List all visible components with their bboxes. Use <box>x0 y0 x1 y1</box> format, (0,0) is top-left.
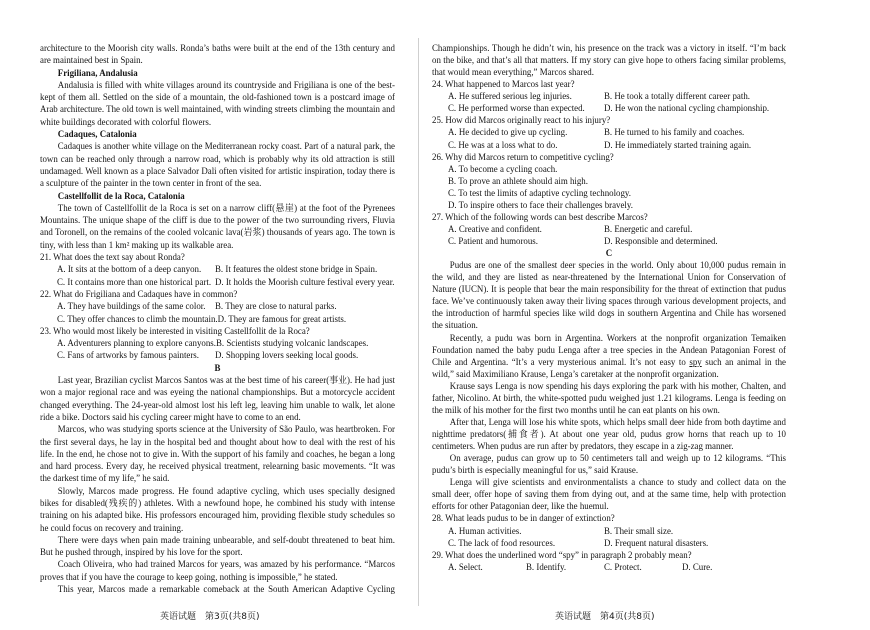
page-4-column <box>432 42 786 573</box>
passage-c-paragraph-4: After that, Lenga will lose his white spots, which helps small deer hide from both daytime and nighttime predators(捕食者). At about one year old, pudus grow horns that reach up to 10 centimeters. When pudus are run after by predators, they escape in a zig-zag manner. <box>432 416 786 452</box>
question-25-option-d: D. He immediately started training again. <box>604 139 752 150</box>
question-27-options-row-2 <box>432 235 786 247</box>
question-21-option-d: D. It holds the Moorish culture festival every year. <box>215 276 395 287</box>
question-24-option-b: B. He took a totally different career path. <box>604 91 750 102</box>
place-text-cadaques: Cadaques is another white village on the Mediterranean rocky coast. Part of a natural park, the town can be reached only through a narrow road, which is probably why its old attraction is still undamaged. Well known as a place Salvador Dali often visited for artistic inspiration, today there is a sculpture of the painter in the town center in front of the sea. <box>40 141 395 189</box>
question-28-option-b: B. Their small size. <box>604 525 674 536</box>
question-29-option-d: D. Cure. <box>682 561 713 572</box>
place-heading-castellfollit: Castellfollit de la Roca, Catalonia <box>57 190 185 201</box>
passage-c-paragraph-1: Pudus are one of the smallest deer species in the world. Only about 10,000 pudus remain in the wild, and they are listed as near-threatened by the International Union for Conservation of Nature (IUCN). It is people that bear the main responsibility for the threat of extinction that pudus face. We’ve continuously taken away their living spaces through various development projects, and the introduction of harmful species like wild dogs in southern Argentina and Chile has worsened the situation. <box>432 260 786 331</box>
question-25-option-c: C. He was at a loss what to do. <box>448 139 558 150</box>
question-23-options-row-2 <box>40 349 395 361</box>
question-25-options-row-2 <box>432 139 786 151</box>
question-25-stem: 25. How did Marcos originally react to his injury? <box>432 115 611 126</box>
question-22-option-c: C. They offer chances to climb the mountain. <box>57 313 218 324</box>
question-24-stem: 24. What happened to Marcos last year? <box>432 79 575 90</box>
question-26-option-b: B. To prove an athlete should aim high. <box>448 175 588 186</box>
question-21-option-c: C. It contains more than one historical part. <box>57 276 212 287</box>
question-26-option-c: C. To test the limits of adaptive cycling technology. <box>448 187 632 198</box>
question-23-option-a: A. Adventurers planning to explore canyons. <box>57 338 216 349</box>
question-29-stem: 29. What does the underlined word “spy” in paragraph 2 probably mean? <box>432 549 692 560</box>
underlined-word-spy: spy <box>689 356 702 367</box>
question-28-option-d: D. Frequent natural disasters. <box>604 537 709 548</box>
question-23-stem: 23. Who would most likely be interested in visiting Castellfollit de la Roca? <box>40 325 310 336</box>
question-22-stem: 22. What do Frigiliana and Cadaques have in common? <box>40 288 238 299</box>
question-23-option-d: D. Shopping lovers seeking local goods. <box>215 350 359 361</box>
passage-c-paragraph-2-before: Recently, a pudu was born in Argentina. Workers at the nonprofit organization Temaiken Foundation named the baby pudu Lenga after a tree species in the Andean Patagonian Forest of Chile and Argentina. “It’s a very mysterious animal. It’s not easy to <box>432 332 786 367</box>
question-25-option-b: B. He turned to his family and coaches. <box>604 127 745 138</box>
question-28-options-row-1 <box>432 525 786 537</box>
passage-b-paragraph-4: There were days when pain made training unbearable, and self-doubt threatened to beat him. But he pushed through, inspired by his love for the sport. <box>40 534 395 558</box>
place-heading-frigiliana: Frigiliana, Andalusia <box>57 67 138 78</box>
passage-b-paragraph-2: Marcos, who was studying sports science at the University of São Paulo, was heartbroken. For the first several days, he lay in the hospital bed and thought about how to deal with the rest of his life. In the end, he chose not to give in. With the support of his family and coaches, he began a long and hard process. Every day, he received physical treatment, relearning basic movements. “It was the darkest time of my life,” he said. <box>40 424 395 484</box>
question-25-option-a: A. He decided to give up cycling. <box>448 127 568 138</box>
passage-c-paragraph-2 <box>432 332 786 380</box>
passage-b-continued-paragraph: Championships. Though he didn’t win, his presence on the track was a victory in itself. “I’m back on the bike, and that’s all that matters. If my story can give hope to others facing similar problems, that would mean everything,” Marcos shared. <box>432 43 786 78</box>
passage-b-paragraph-6-start: This year, Marcos made a remarkable comeback at the South American Adaptive Cycling <box>57 584 395 595</box>
question-28-options-row-2 <box>432 537 786 549</box>
page-3-footer: 英语试题 第3页(共8页) <box>160 612 260 622</box>
question-25-options-row-1 <box>432 126 786 138</box>
question-24-option-a: A. He suffered serious leg injuries. <box>448 91 572 102</box>
place-text-castellfollit: The town of Castellfollit de la Roca is set on a narrow cliff(悬崖) at the foot of the Pyrenees Mountains. The unique shape of the cliff is due to the power of the two surrounding rivers, Fluvia and Toronell, on the remains of the cooled volcanic lava(岩浆) thousands of years ago. The town is tiny, with less than 1 km² making up its walkable area. <box>40 202 395 250</box>
question-24-options-row-2 <box>432 102 786 114</box>
question-29-option-a: A. Select. <box>448 561 483 572</box>
passage-b-paragraph-3: Slowly, Marcos made progress. He found adaptive cycling, which uses specially designed bikes for disabled(残疾的) athletes. With a newfound hope, he combined his study with intense training on his adapted bike. His professors encouraged him, providing flexible study schedules so he could focus on recovery and training. <box>40 485 395 533</box>
question-22-options-row-2 <box>40 313 395 325</box>
passage-c-paragraph-5: On average, pudus can grow up to 50 centimeters tall and weigh up to 12 kilograms. “This pudu’s birth is especially meaningful for us,” said Krause. <box>432 453 786 476</box>
page-3-column <box>40 42 395 595</box>
question-23-options-row-1 <box>40 337 395 349</box>
question-23-option-c: C. Fans of artworks by famous painters. <box>57 350 199 361</box>
question-27-option-c: C. Patient and humorous. <box>448 236 538 246</box>
question-24-options-row-1 <box>432 90 786 102</box>
question-22-option-b: B. They are close to natural parks. <box>215 301 337 312</box>
passage-c-paragraph-3: Krause says Lenga is now spending his days exploring the park with his mother, Chalten, and father, Nicolino. At birth, the white-spotted pudu weighed just 1.21 kilograms. Lenga is feeding on the milk of his mother for the first two months until he can eat plants on his own. <box>432 380 786 415</box>
question-28-stem: 28. What leads pudus to be in danger of extinction? <box>432 513 615 524</box>
question-29-option-c: C. Protect. <box>604 561 642 572</box>
question-27-stem: 27. Which of the following words can best describe Marcos? <box>432 211 648 222</box>
section-b-label: B <box>214 362 221 373</box>
question-21-option-b: B. It features the oldest stone bridge in Spain. <box>215 264 378 275</box>
question-22-option-d: D. They are famous for great artists. <box>217 313 347 324</box>
question-24-option-c: C. He performed worse than expected. <box>448 103 585 114</box>
question-21-option-a: A. It sits at the bottom of a deep canyon. <box>57 264 202 275</box>
question-26-stem: 26. Why did Marcos return to competitive cycling? <box>432 151 614 162</box>
question-22-options-row-1 <box>40 300 395 312</box>
question-23-option-b: B. Scientists studying volcanic landscapes. <box>215 338 369 349</box>
question-27-options-row-1 <box>432 223 786 235</box>
question-21-stem: 21. What does the text say about Ronda? <box>40 252 185 263</box>
question-22-option-a: A. They have buildings of the same color. <box>57 301 206 312</box>
passage-b-paragraph-5: Coach Oliveira, who had trained Marcos for years, was amazed by his performance. “Marcos proves that if you have the courage to keep going, nothing is impossible,” he stated. <box>40 559 395 582</box>
question-26-option-d: D. To inspire others to face their challenges bravely. <box>448 199 633 210</box>
question-21-options-row-1 <box>40 263 395 275</box>
page-divider <box>418 38 419 606</box>
question-28-option-c: C. The lack of food resources. <box>448 537 556 548</box>
question-28-option-a: A. Human activities. <box>448 525 522 536</box>
question-21-options-row-2 <box>40 276 395 288</box>
question-27-option-b: B. Energetic and careful. <box>604 223 693 234</box>
page-4-footer: 英语试题 第4页(共8页) <box>555 612 655 622</box>
question-24-option-d: D. He won the national cycling championship. <box>604 103 770 114</box>
question-29-option-b: B. Identify. <box>526 561 567 572</box>
passage-c-paragraph-6: Lenga will give scientists and environmentalists a chance to study and collect data on the small deer, offer hope of saving them from dying out, and at the same time, help with protection efforts for other Patagonian deer, like the huemul. <box>432 477 786 512</box>
passage-c-paragraph-2-after: such an animal in the wild,” said Maximiliano Krause, Lenga’s caretaker at the nonprofit organization. <box>432 356 786 379</box>
question-27-option-d: D. Responsible and determined. <box>604 236 718 246</box>
place-heading-cadaques: Cadaques, Catalonia <box>57 129 137 140</box>
question-27-option-a: A. Creative and confident. <box>448 223 542 234</box>
passage-b-paragraph-1: Last year, Brazilian cyclist Marcos Santos was at the best time of his career(事业). He had just won a major regional race and was eyeing the national championships. But a motorcycle accident changed everything. The 24-year-old almost lost his left leg, leaving him unable to walk, let alone ride a bike. Doctors said his cycling career might have to come to an end. <box>40 375 395 422</box>
question-29-options-row <box>432 561 786 573</box>
section-c-label: C <box>605 248 613 259</box>
place-text-frigiliana: Andalusia is filled with white villages around its countryside and Frigiliana is one of the best-kept of them all. Settled on the side of a mountain, the old-fashioned town is a postcard image of Arab architecture. The old town is well maintained, with winding streets climbing the mountain and white buildings decorated with colorful flowers. <box>40 79 395 127</box>
question-26-option-a: A. To become a cycling coach. <box>448 163 558 174</box>
passage-a-continued-paragraph: architecture to the Moorish city walls. Ronda’s baths were built at the end of the 13th century and are maintained best in Spain. <box>40 43 395 66</box>
